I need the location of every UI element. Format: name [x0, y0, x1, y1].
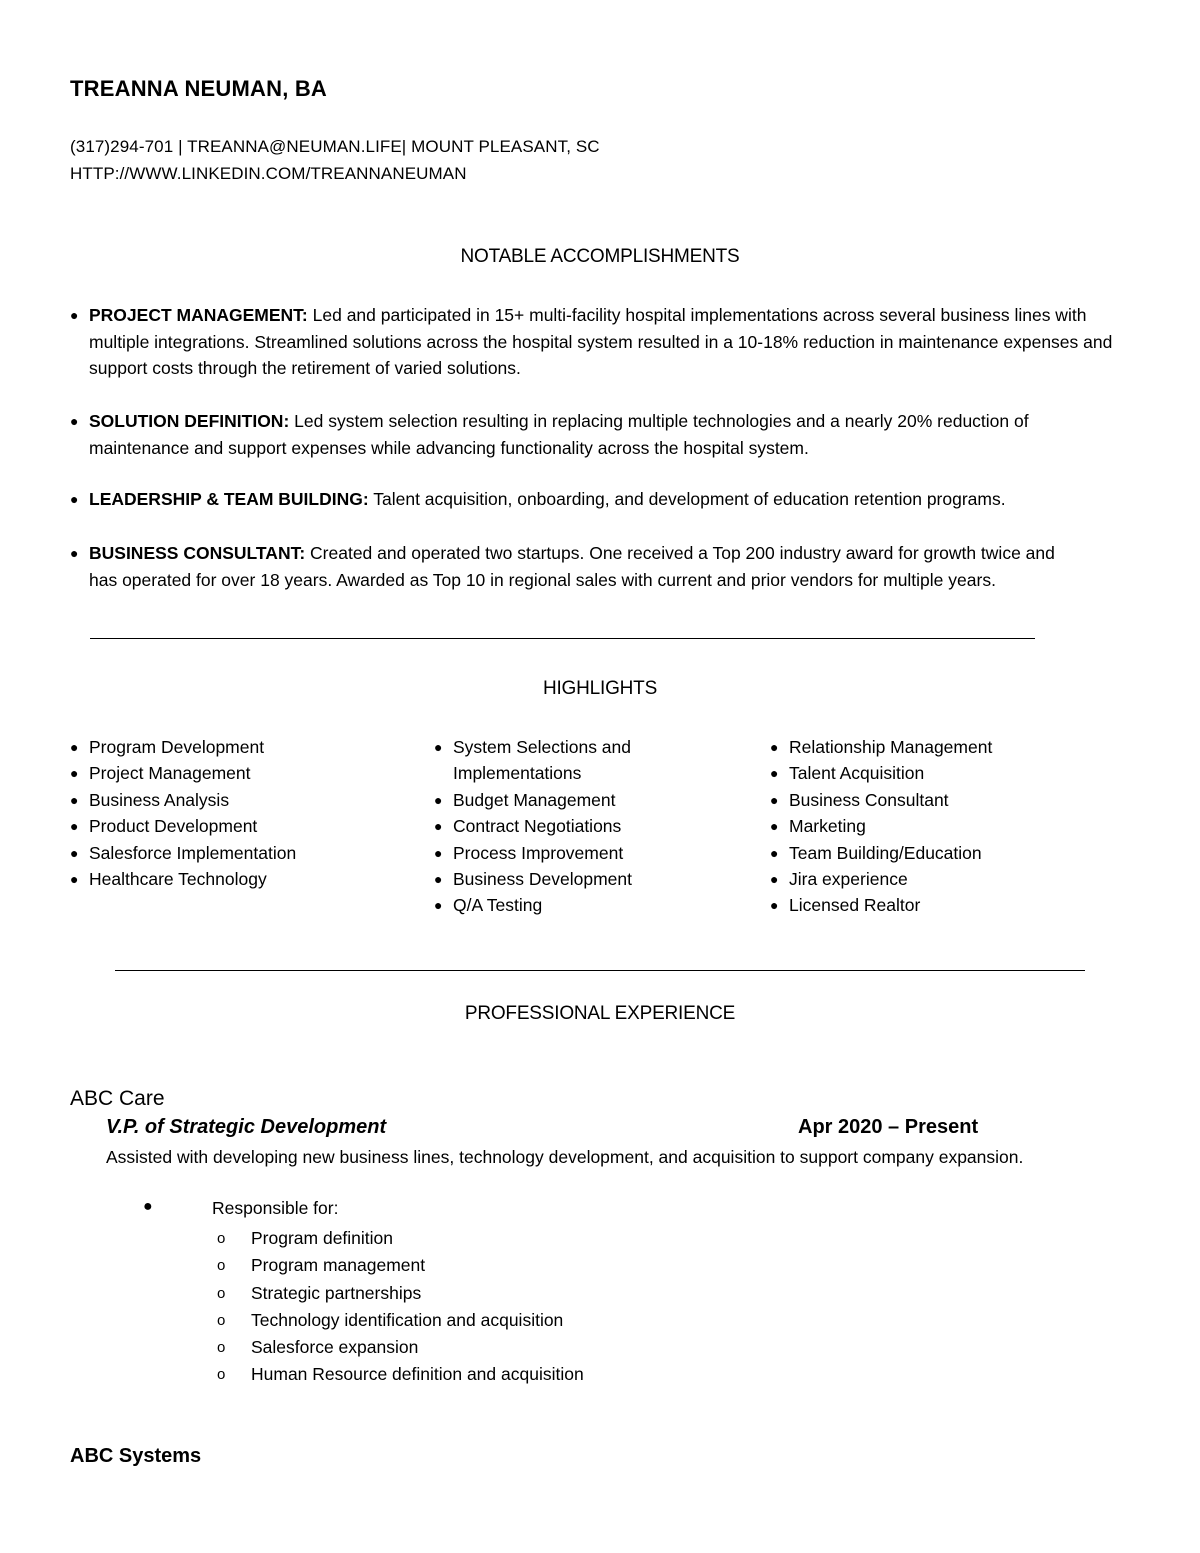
accomplishment-item — [70, 540, 1080, 593]
bullet-icon: ● — [770, 765, 779, 782]
circle-bullet-icon: o — [217, 1230, 226, 1247]
bullet-icon: ● — [70, 545, 79, 561]
list-item: ● Program Development — [70, 734, 296, 760]
list-item: ● Budget Management — [434, 787, 632, 813]
list-item: ● Salesforce Implementation — [70, 840, 296, 866]
accomplishments-heading: NOTABLE ACCOMPLISHMENTS — [460, 246, 740, 267]
list-item: ● Licensed Realtor — [770, 892, 992, 918]
bullet-icon: ● — [770, 897, 779, 914]
accomplishment-label: PROJECT MANAGEMENT: — [89, 305, 308, 325]
list-item: ● Business Development — [434, 866, 632, 892]
list-item: ● Business Consultant — [770, 787, 992, 813]
company-name: ABC Care — [70, 1087, 165, 1110]
list-item: ● Relationship Management — [770, 734, 992, 760]
circle-bullet-icon: o — [217, 1339, 226, 1357]
list-item: ● Jira experience — [770, 866, 992, 892]
list-item: ● Business Analysis — [70, 787, 296, 813]
bullet-icon: ● — [770, 871, 779, 888]
accomplishment-label: SOLUTION DEFINITION: — [89, 411, 290, 431]
list-item: ● Process Improvement — [434, 840, 632, 866]
bullet-icon: ● — [434, 897, 443, 914]
bullet-icon: ● — [770, 739, 779, 755]
contact-line: (317)294-701 | TREANNA@NEUMAN.LIFE| MOUNT PLEASANT, SC — [70, 137, 600, 156]
list-item: ● Healthcare Technology — [70, 866, 296, 892]
bullet-icon: ● — [70, 871, 79, 888]
list-item: ● Team Building/Education — [770, 840, 992, 866]
accomplishment-item — [70, 408, 1120, 461]
bullet-icon: ● — [70, 413, 79, 429]
list-item-continuation: Implementations — [453, 763, 582, 784]
bullet-icon: ● — [70, 307, 79, 323]
list-item: o Salesforce expansion — [217, 1334, 584, 1361]
accomplishment-text: Led and participated in 15+ multi-facility hospital implementations across several business lines with multiple integrations. Streamlined solutions across the hospital system resulted in a 10-18% reduction in maintenance expenses and support costs through the retirement of varied solutions. — [89, 305, 1113, 378]
bullet-icon: ● — [770, 791, 779, 808]
accomplishment-item — [70, 302, 1120, 382]
bullet-icon: ● — [434, 739, 443, 755]
company-name: ABC Systems — [70, 1445, 202, 1467]
list-item: ● Marketing — [770, 813, 992, 839]
list-item: ● Product Development — [70, 813, 296, 839]
list-item: o Technology identification and acquisition — [217, 1307, 584, 1334]
bullet-icon: ● — [70, 791, 79, 808]
accomplishment-item — [70, 486, 1120, 513]
bullet-icon: ● — [770, 818, 779, 835]
circle-bullet-icon: o — [217, 1311, 226, 1329]
bullet-icon: ● — [70, 818, 79, 835]
divider-rule — [115, 970, 1085, 971]
accomplishment-text: Created and operated two startups. One received a Top 200 industry award for growth twice and has operated for over 18 years. Awarded as Top 10 in regional sales with current and prior vendors for multiple years. — [89, 543, 1055, 590]
list-item: o Human Resource definition and acquisition — [217, 1361, 584, 1388]
bullet-icon: ● — [70, 844, 79, 861]
accomplishment-label: LEADERSHIP & TEAM BUILDING: — [89, 489, 369, 509]
circle-bullet-icon: o — [217, 1257, 226, 1275]
list-item: ● Contract Negotiations — [434, 813, 632, 839]
list-item: o Program management — [217, 1252, 584, 1279]
accomplishment-label: BUSINESS CONSULTANT: — [89, 543, 306, 563]
bullet-icon: ● — [770, 844, 779, 861]
accomplishment-text: Talent acquisition, onboarding, and development of education retention programs. — [368, 489, 1006, 509]
responsibility-list — [217, 1225, 584, 1389]
job-description: Assisted with developing new business lines, technology development, and acquisition to support company expansion. — [106, 1147, 1024, 1167]
divider-rule — [90, 638, 1035, 639]
list-item: o Strategic partnerships — [217, 1280, 584, 1307]
bullet-icon: ● — [434, 818, 443, 835]
bullet-icon: ● — [70, 491, 79, 507]
list-item: ● Talent Acquisition — [770, 760, 992, 786]
list-item: ● System Selections and — [434, 734, 632, 760]
circle-bullet-icon: o — [217, 1366, 226, 1384]
bullet-icon: ● — [143, 1198, 153, 1215]
job-dates: Apr 2020 – Present — [798, 1116, 979, 1138]
experience-heading: PROFESSIONAL EXPERIENCE — [464, 1003, 736, 1024]
highlights-heading: HIGHLIGHTS — [542, 678, 658, 699]
list-item: ● Q/A Testing — [434, 892, 632, 918]
list-item: ● Project Management — [70, 760, 296, 786]
responsible-label: Responsible for: — [212, 1198, 339, 1218]
accomplishment-text: Led system selection resulting in replacing multiple technologies and a nearly 20% reduction of maintenance and support expenses while advancing functionality across the hospital system. — [89, 411, 1029, 458]
bullet-icon: ● — [434, 844, 443, 861]
bullet-icon: ● — [434, 791, 443, 808]
resume-name: TREANNA NEUMAN, BA — [70, 76, 327, 101]
circle-bullet-icon: o — [217, 1284, 226, 1302]
list-item: o Program definition — [217, 1225, 584, 1252]
highlights-column-2 — [434, 734, 632, 919]
job-title: V.P. of Strategic Development — [106, 1116, 387, 1138]
bullet-icon: ● — [70, 739, 79, 755]
highlights-column-1 — [70, 734, 296, 892]
bullet-icon: ● — [70, 765, 79, 782]
linkedin-url[interactable]: HTTP://WWW.LINKEDIN.COM/TREANNANEUMAN — [70, 164, 467, 183]
bullet-icon: ● — [434, 871, 443, 888]
highlights-column-3 — [770, 734, 992, 919]
